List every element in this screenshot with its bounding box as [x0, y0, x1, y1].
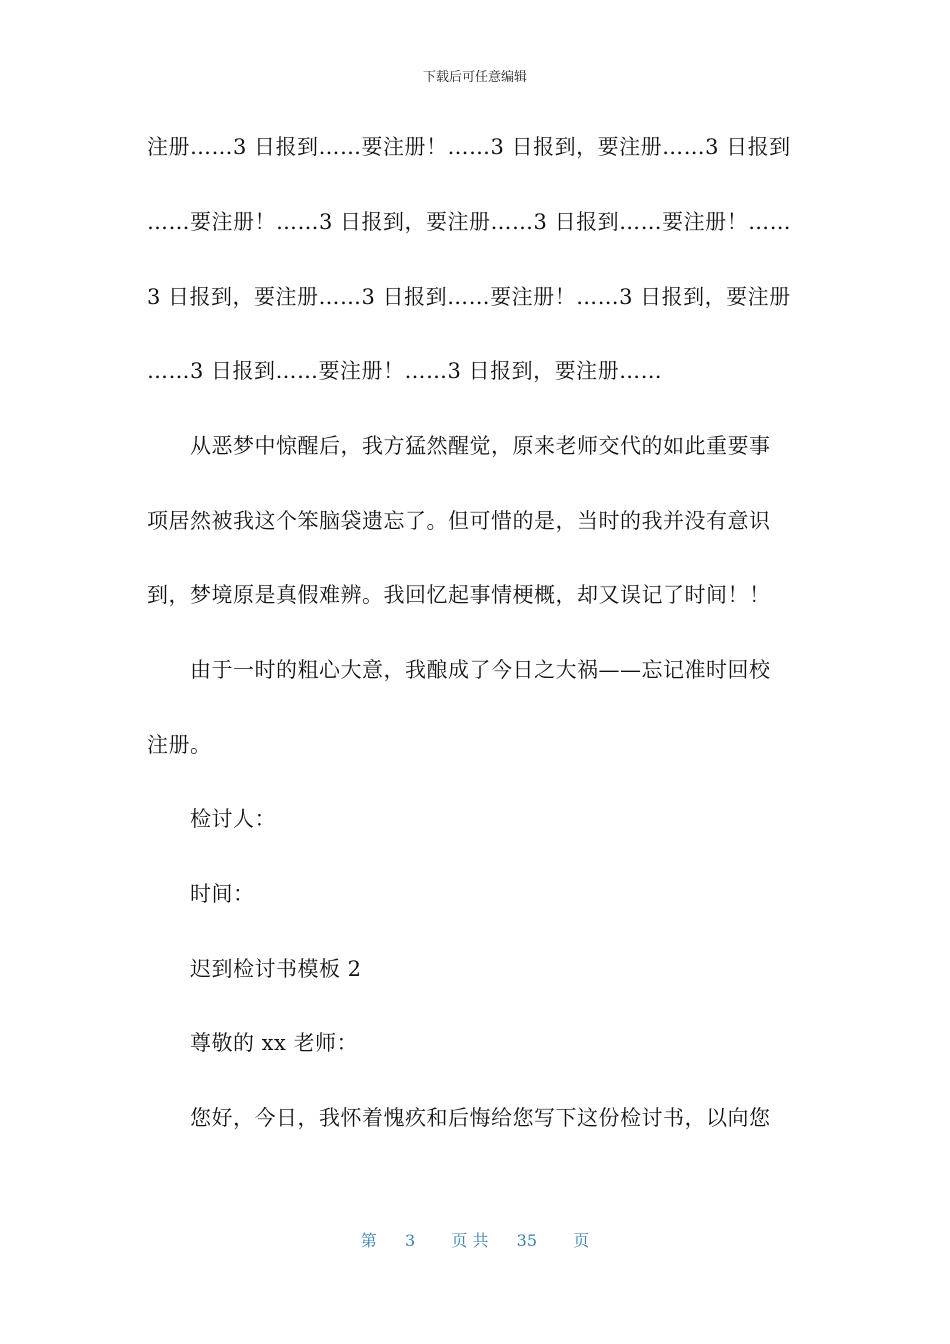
footer-suffix: 页	[573, 1231, 590, 1250]
body-line-5: 从恶梦中惊醒后，我方猛然醒觉，原来老师交代的如此重要事	[190, 434, 771, 458]
salutation: 尊敬的 xx 老师：	[190, 1031, 359, 1055]
footer-page-number: 3	[404, 1231, 416, 1250]
page-header: 下载后可任意编辑	[422, 70, 527, 85]
signature-label: 检讨人：	[190, 807, 276, 831]
date-label: 时间：	[190, 882, 255, 906]
body-line-4: ……3 日报到……要注册！……3 日报到，要注册……	[147, 359, 663, 383]
footer-middle: 页 共	[451, 1231, 489, 1250]
body-line-3: 3 日报到，要注册……3 日报到……要注册！……3 日报到，要注册	[147, 285, 791, 309]
body-line-9: 注册。	[147, 733, 212, 757]
footer-prefix: 第	[360, 1231, 377, 1250]
body-line-6: 项居然被我这个笨脑袋遗忘了。但可惜的是，当时的我并没有意识	[147, 509, 771, 533]
body-line-1: 注册……3 日报到……要注册！……3 日报到，要注册……3 日报到	[147, 135, 791, 159]
page-footer	[0, 1228, 950, 1251]
section-title: 迟到检讨书模板 2	[190, 957, 362, 981]
body-line-14: 您好，今日，我怀着愧疚和后悔给您写下这份检讨书，以向您	[190, 1106, 771, 1130]
body-line-2: ……要注册！……3 日报到，要注册……3 日报到……要注册！……	[147, 210, 792, 234]
footer-total-pages: 35	[516, 1231, 537, 1250]
body-line-7: 到，梦境原是真假难辨。我回忆起事情梗概，却又误记了时间！！	[147, 583, 771, 607]
body-line-8: 由于一时的粗心大意，我酿成了今日之大祸——忘记准时回校	[190, 658, 771, 682]
